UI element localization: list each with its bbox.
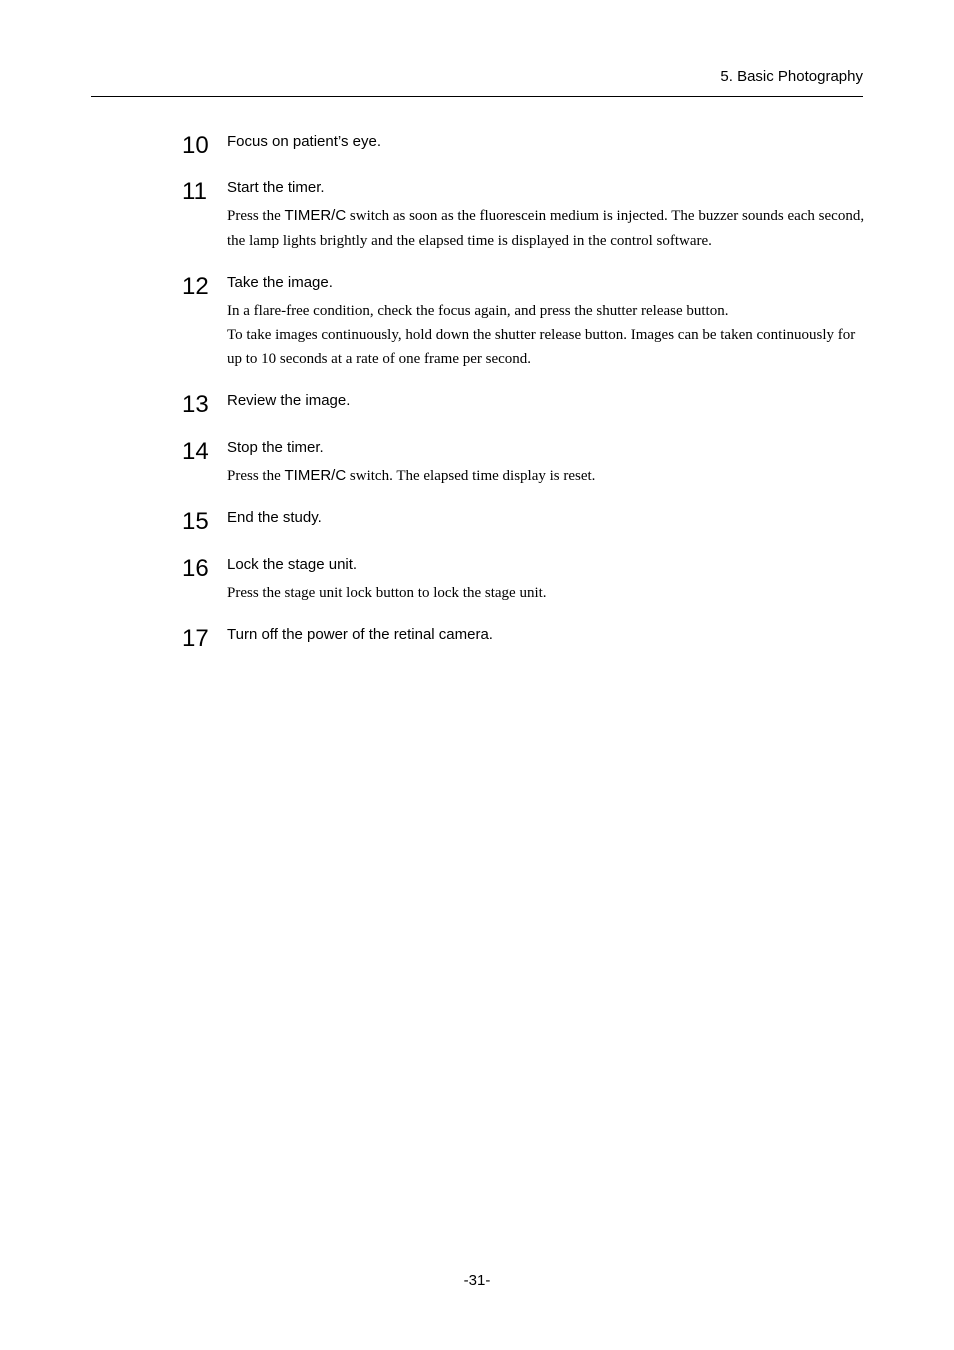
step-number: 14 [182, 438, 209, 465]
step-description [227, 204, 867, 253]
page-header [91, 0, 863, 97]
step-number: 15 [182, 508, 209, 535]
step-number: 10 [182, 132, 209, 159]
body-text: Press the [227, 208, 285, 224]
timer-switch-label: TIMER/C [284, 207, 347, 224]
page-number: -31- [463, 1272, 491, 1289]
step-paragraph [227, 204, 867, 253]
step-title: Take the image. [227, 274, 333, 291]
step-paragraph [227, 464, 867, 489]
timer-switch-label: TIMER/C [284, 467, 347, 484]
section-title: 5. Basic Photography [720, 68, 863, 85]
body-text: switch. The elapsed time display is reset. [346, 468, 596, 484]
step-title: Lock the stage unit. [227, 556, 358, 573]
step-number: 11 [182, 178, 207, 205]
step-title: Review the image. [227, 392, 351, 409]
body-text: switch as soon as the fluorescein medium is injected. The buzzer sounds each second, the lamp lights brightly and the elapsed time is displayed in the control software. [227, 208, 865, 249]
step-number: 13 [182, 391, 209, 418]
step-paragraph: In a flare-free condition, check the focus again, and press the shutter release button. [227, 303, 729, 319]
step-number: 17 [182, 625, 209, 652]
step-description [227, 464, 867, 489]
step-number: 16 [182, 555, 209, 582]
step-title: Focus on patient’s eye. [227, 133, 381, 150]
step-paragraph: Press the stage unit lock button to lock the stage unit. [227, 585, 547, 601]
step-title: Stop the timer. [227, 439, 324, 456]
step-description [227, 581, 867, 606]
body-text: Press the [227, 468, 285, 484]
step-number: 12 [182, 273, 209, 300]
step-paragraph: To take images continuously, hold down the shutter release button. Images can be taken continuously for up to 10 seconds at a rate of one frame per second. [227, 327, 856, 367]
step-title: Start the timer. [227, 179, 325, 196]
step-title: Turn off the power of the retinal camera. [227, 626, 493, 643]
step-title: End the study. [227, 509, 322, 526]
step-description [227, 299, 867, 371]
